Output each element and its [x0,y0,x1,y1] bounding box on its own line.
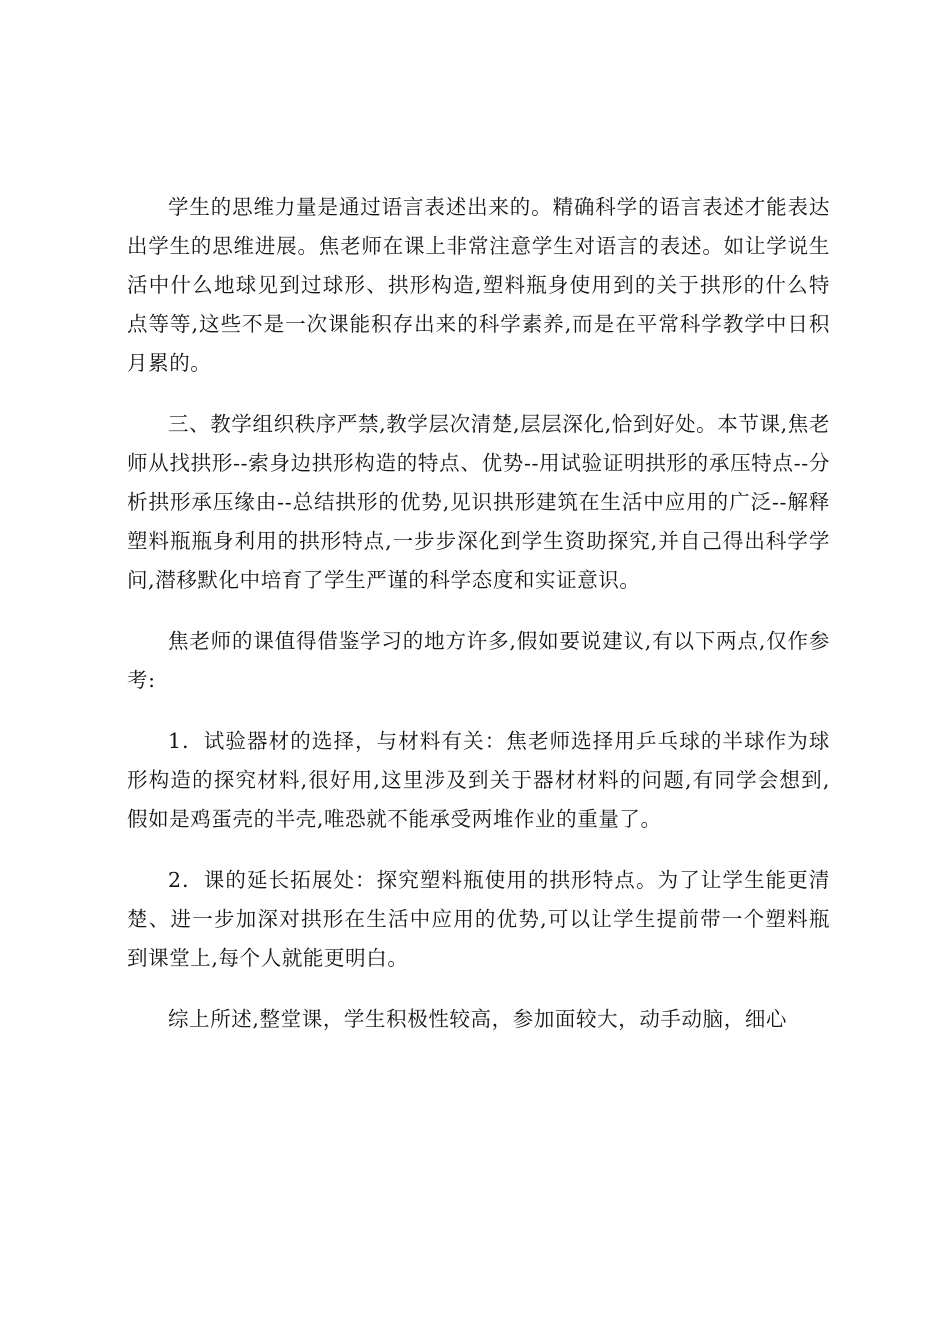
paragraph-summary: 综上所述,整堂课，学生积极性较高，参加面较大，动手动脑，细心 [168,1007,788,1031]
document-body [127,188,830,1061]
paragraph-student-thinking: 学生的思维力量是通过语言表述出来的。精确科学的语言表述才能表达出学生的思维进展。焦老师在课上非常注意学生对语言的表述。如让学说生活中什么地球见到过球形、拱形构造,塑料瓶身使用到的关于拱形的什么特点等等,这些不是一次课能积存出来的科学素养,而是在平常科学教学中日积月累的。 [127,195,830,375]
paragraph-suggestion-2: 2．课的延长拓展处：探究塑料瓶使用的拱形特点。为了让学生能更清楚、进一步加深对拱形在生活中应用的优势,可以让学生提前带一个塑料瓶到课堂上,每个人就能更明白。 [127,868,830,970]
paragraph-suggestion-1: 1．试验器材的选择，与材料有关：焦老师选择用乒乓球的半球作为球形构造的探究材料,很好用,这里涉及到关于器材材料的问题,有同学会想到,假如是鸡蛋壳的半壳,唯恐就不能承受两堆作业的重量了。 [127,729,830,831]
paragraph-suggestions-intro: 焦老师的课值得借鉴学习的地方许多,假如要说建议,有以下两点,仅作参考: [127,629,830,692]
paragraph-teaching-organization: 三、教学组织秩序严禁,教学层次清楚,层层深化,恰到好处。本节课,焦老师从找拱形--索身边拱形构造的特点、优势--用试验证明拱形的承压特点--分析拱形承压缘由--总结拱形的优势,见识拱形建筑在生活中应用的广泛--解释塑料瓶瓶身利用的拱形特点,一步步深化到学生资助探究,并自己得出科学学问,潜移默化中培育了学生严谨的科学态度和实证意识。 [127,412,830,592]
